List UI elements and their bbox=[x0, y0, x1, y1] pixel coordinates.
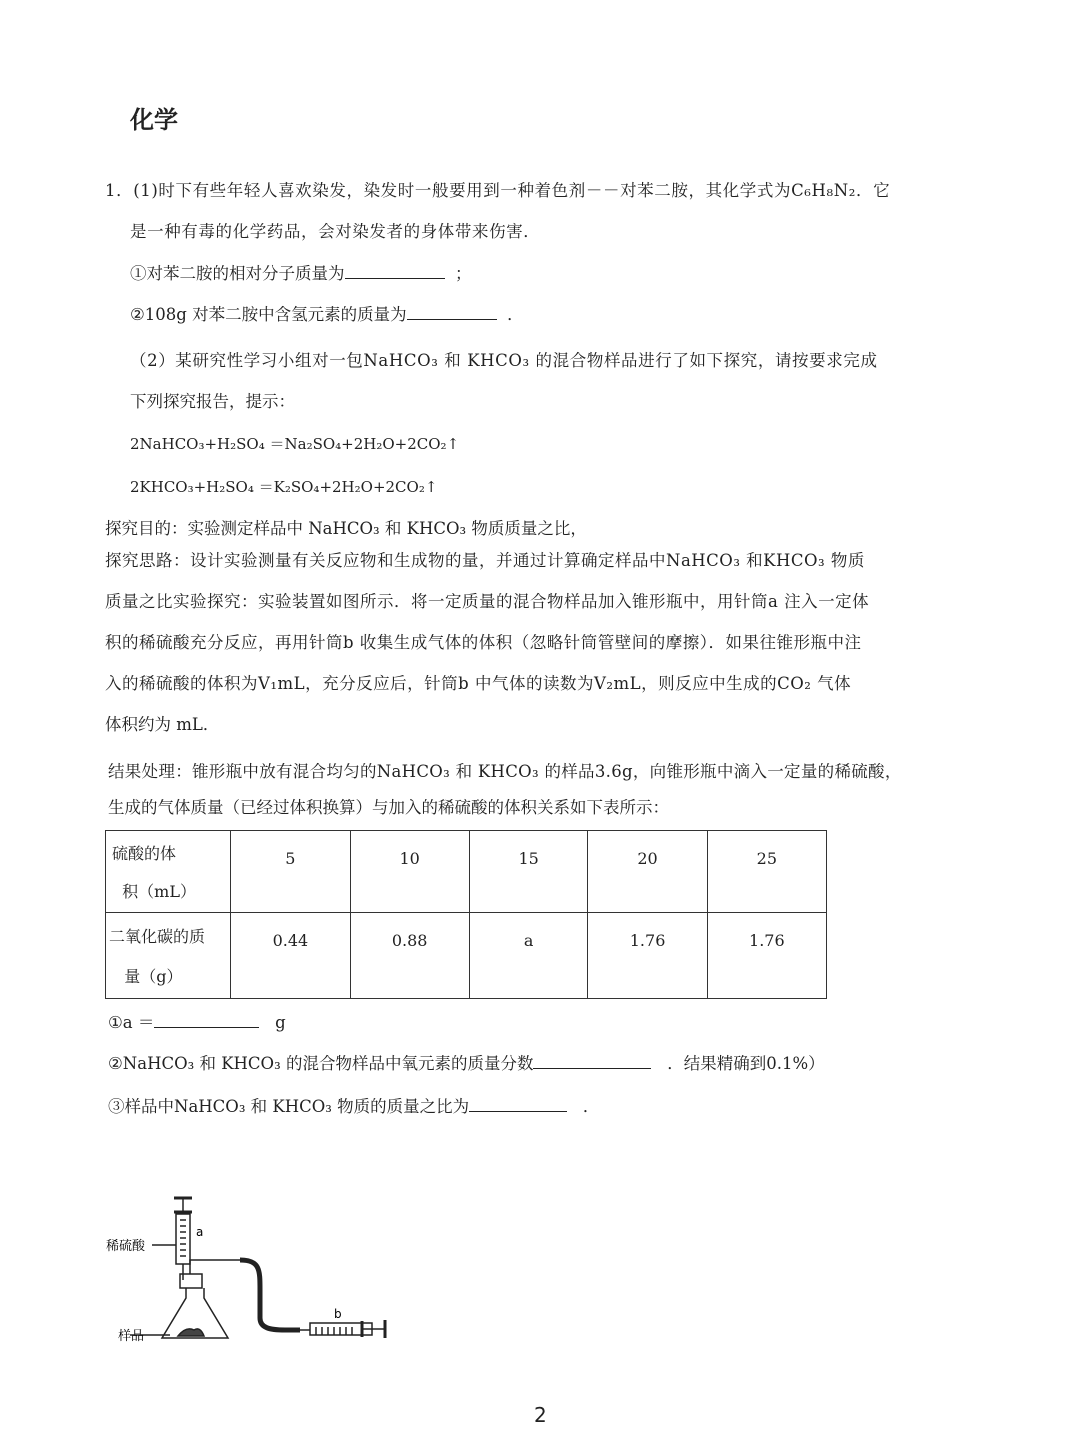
syringe-a-label: a bbox=[196, 1225, 204, 1239]
header-text: 积（mL） bbox=[122, 882, 196, 901]
row-header bbox=[106, 913, 231, 999]
table-cell: 1.76 bbox=[707, 913, 826, 999]
table-cell: 1.76 bbox=[588, 913, 707, 999]
idea-line2: 质量之比实验探究：实验装置如图所示．将一定质量的混合物样品加入锥形瓶中，用针筒a 注入一定体 bbox=[105, 592, 870, 611]
a3-punct: ． bbox=[582, 1097, 600, 1116]
table-cell: a bbox=[469, 913, 588, 999]
answer-blank-ratio[interactable] bbox=[469, 1095, 567, 1112]
a2-text: ②NaHCO₃ 和 KHCO₃ 的混合物样品中氧元素的质量分数 bbox=[108, 1054, 534, 1073]
table-cell: 15 bbox=[469, 831, 588, 913]
q1-p2-line1: （2）某研究性学习小组对一包NaHCO₃ 和 KHCO₃ 的混合物样品进行了如下探究，请按要求完成 bbox=[130, 351, 878, 370]
idea-line5: 体积约为 mL． bbox=[105, 715, 220, 734]
answer-blank-oxygen[interactable] bbox=[533, 1052, 651, 1069]
header-text: 量（g） bbox=[124, 967, 183, 986]
answer-a3 bbox=[108, 1095, 599, 1118]
sub2-text: ②108g 对苯二胺中含氢元素的质量为 bbox=[130, 305, 407, 324]
answer-a1 bbox=[108, 1011, 286, 1034]
row-header bbox=[106, 831, 231, 913]
equation-1: 2NaHCO₃+H₂SO₄ ＝Na₂SO₄+2H₂O+2CO₂↑ bbox=[130, 435, 460, 453]
table-cell: 0.88 bbox=[350, 913, 469, 999]
table-cell: 0.44 bbox=[231, 913, 350, 999]
q1-line1: 1．(1)时下有些年轻人喜欢染发，染发时一般要用到一种着色剂－－对苯二胺，其化学式为C₆H₈N₂．它 bbox=[105, 181, 891, 200]
answer-a2 bbox=[108, 1052, 825, 1075]
answer-blank-1[interactable] bbox=[345, 262, 445, 279]
table-row bbox=[106, 831, 827, 913]
header-text: 硫酸的体 bbox=[112, 844, 177, 863]
idea-line1: 探究思路：设计实验测量有关反应物和生成物的量，并通过计算确定样品中NaHCO₃ 和KHCO₃ 物质 bbox=[105, 551, 865, 570]
table-row bbox=[106, 913, 827, 999]
q1-sub1 bbox=[130, 262, 472, 285]
answer-blank-a[interactable] bbox=[154, 1011, 259, 1028]
a2-note: ．结果精确到0.1%） bbox=[667, 1054, 825, 1073]
q1-line2: 是一种有毒的化学药品，会对染发者的身体带来伤害． bbox=[130, 222, 541, 241]
a1-unit: g bbox=[275, 1013, 286, 1032]
sub2-punct: ． bbox=[507, 305, 524, 324]
result-line1: 结果处理：锥形瓶中放有混合均匀的NaHCO₃ 和 KHCO₃ 的样品3.6g，向锥形瓶中滴入一定量的稀硫酸， bbox=[108, 762, 902, 781]
q1-sub2 bbox=[130, 303, 524, 326]
answer-blank-2[interactable] bbox=[407, 303, 497, 320]
data-table bbox=[105, 830, 827, 999]
q1-p2-line2: 下列探究报告，提示： bbox=[130, 392, 295, 411]
equation-2: 2KHCO₃+H₂SO₄ ＝K₂SO₄+2H₂O+2CO₂↑ bbox=[130, 478, 438, 496]
sub1-text: ①对苯二胺的相对分子质量为 bbox=[130, 264, 345, 283]
page-number: 2 bbox=[534, 1403, 547, 1427]
purpose: 探究目的：实验测定样品中 NaHCO₃ 和 KHCO₃ 物质质量之比， bbox=[105, 519, 587, 538]
header-text: 二氧化碳的质 bbox=[109, 927, 206, 946]
a1-text: ①a ＝ bbox=[108, 1013, 155, 1032]
a3-text: ③样品中NaHCO₃ 和 KHCO₃ 物质的质量之比为 bbox=[108, 1097, 470, 1116]
idea-line4: 入的稀硫酸的体积为V₁mL，充分反应后，针筒b 中气体的读数为V₂mL，则反应中生成的CO₂ 气体 bbox=[105, 674, 852, 693]
result-line2: 生成的气体质量（已经过体积换算）与加入的稀硫酸的体积关系如下表所示： bbox=[108, 798, 669, 817]
acid-label: 稀硫酸 bbox=[106, 1239, 146, 1254]
sample-label: 样品 bbox=[118, 1329, 145, 1344]
page-title: 化学 bbox=[130, 106, 178, 134]
table-cell: 25 bbox=[707, 831, 826, 913]
syringe-b-label: b bbox=[334, 1307, 342, 1321]
sub1-punct: ； bbox=[455, 264, 472, 283]
apparatus-diagram bbox=[100, 1190, 400, 1350]
table-cell: 20 bbox=[588, 831, 707, 913]
table-cell: 5 bbox=[231, 831, 350, 913]
idea-line3: 积的稀硫酸充分反应，再用针筒b 收集生成气体的体积（忽略针筒管壁间的摩擦）．如果往锥形瓶中注 bbox=[105, 633, 862, 652]
table-cell: 10 bbox=[350, 831, 469, 913]
